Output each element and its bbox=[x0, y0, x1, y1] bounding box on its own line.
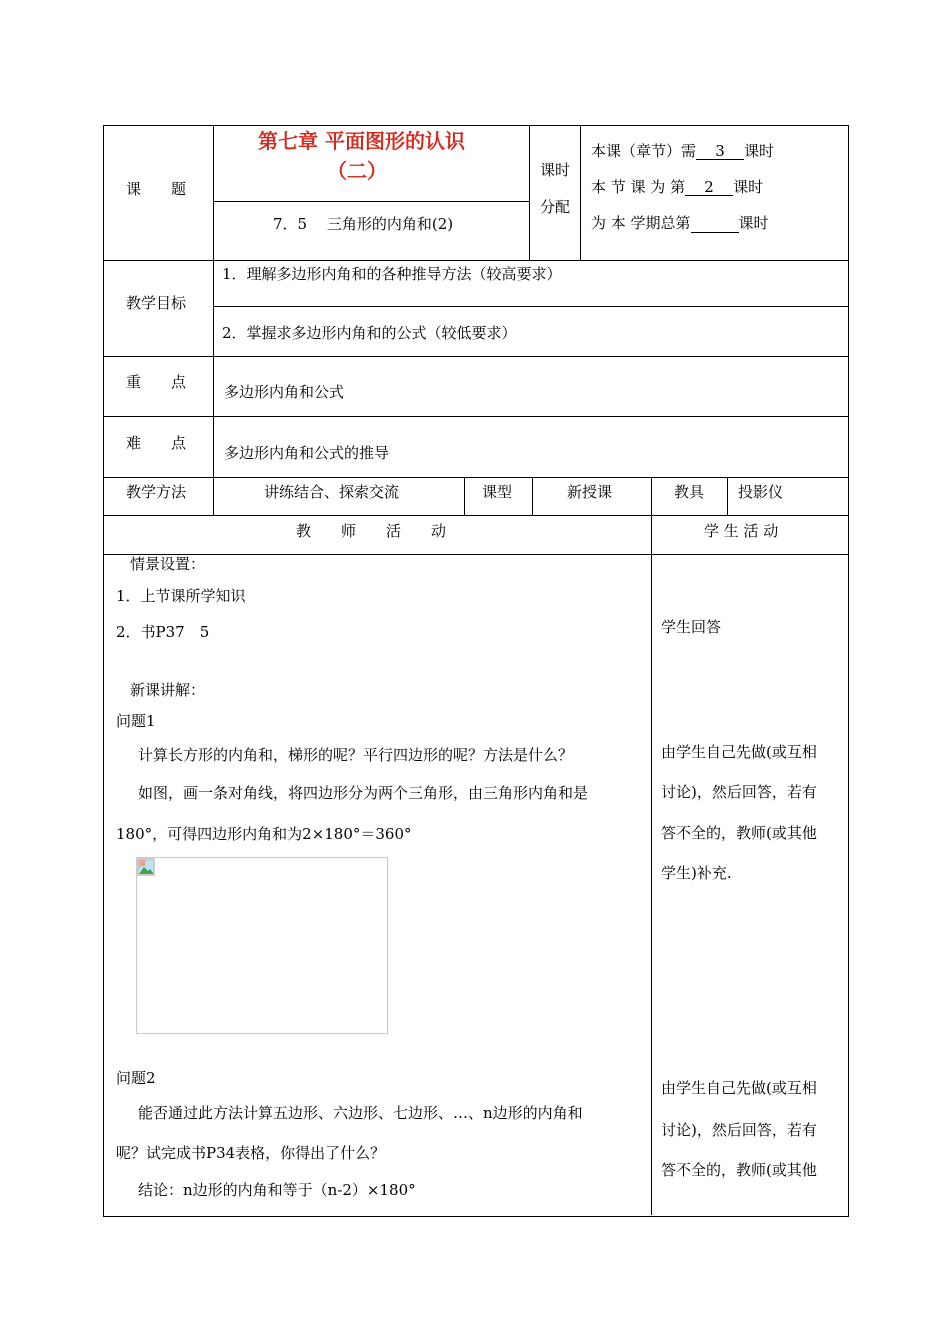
student-activity-line: 讨论)，然后回答，若有 bbox=[661, 783, 817, 801]
figure-placeholder bbox=[136, 857, 388, 1034]
hours-text: 课时 bbox=[733, 178, 764, 196]
hours-text: 为 本 学期总第 bbox=[591, 214, 691, 232]
question-title: 问题1 bbox=[116, 712, 156, 730]
question-text: 计算长方形的内角和，梯形的呢？平行四边形的呢？方法是什么？ bbox=[138, 746, 574, 764]
method-label: 教学方法 bbox=[126, 483, 187, 501]
tool-value: 投影仪 bbox=[738, 483, 784, 501]
divider bbox=[103, 260, 848, 261]
divider bbox=[213, 201, 529, 202]
divider bbox=[103, 554, 848, 555]
difficulty-label: 难 点 bbox=[126, 434, 187, 452]
divider bbox=[580, 125, 581, 260]
hours-label: 课时 bbox=[540, 161, 571, 179]
student-activity-line: 答不全的，教师(或其他 bbox=[661, 1161, 817, 1179]
divider bbox=[213, 306, 848, 307]
type-label: 课型 bbox=[482, 483, 513, 501]
chapter-title-sub: （二） bbox=[327, 159, 387, 183]
objective-item: 2．掌握求多边形内角和的公式（较低要求） bbox=[222, 324, 517, 342]
divider bbox=[529, 125, 530, 260]
question-title: 问题2 bbox=[116, 1069, 156, 1087]
divider bbox=[103, 477, 848, 478]
student-activity-line: 学生)补充. bbox=[661, 864, 732, 882]
question-text: 如图，画一条对角线，将四边形分为两个三角形，由三角形内角和是 bbox=[138, 784, 589, 802]
question-text: 能否通过此方法计算五边形、六边形、七边形、…、n边形的内角和 bbox=[138, 1104, 583, 1122]
divider bbox=[727, 477, 728, 515]
hours-line-3 bbox=[591, 213, 769, 233]
student-activity-line: 由学生自己先做(或互相 bbox=[661, 1079, 817, 1097]
section-title: 7．5 三角形的内角和(2) bbox=[273, 215, 454, 233]
hours-text: 课时 bbox=[744, 142, 775, 160]
hours-line-1 bbox=[591, 141, 774, 161]
divider bbox=[464, 477, 465, 515]
lesson-plan-table bbox=[103, 125, 849, 1217]
key-point-label: 重 点 bbox=[126, 373, 187, 391]
hours-text: 课时 bbox=[738, 214, 769, 232]
divider bbox=[103, 416, 848, 417]
divider bbox=[651, 477, 652, 1215]
method-value: 讲练结合、探索交流 bbox=[264, 483, 400, 501]
student-answer: 学生回答 bbox=[661, 618, 722, 636]
objective-item: 1．理解多边形内角和的各种推导方法（较高要求） bbox=[222, 265, 562, 283]
difficulty-content: 多边形内角和公式的推导 bbox=[224, 444, 390, 462]
hours-value bbox=[691, 216, 739, 233]
hours-value: 2 bbox=[685, 179, 733, 196]
conclusion: 结论：n边形的内角和等于（n-2）×180° bbox=[138, 1181, 416, 1199]
student-activity-line: 讨论)，然后回答，若有 bbox=[661, 1121, 817, 1139]
hours-text: 本课（章节）需 bbox=[591, 142, 697, 160]
student-activity-line: 由学生自己先做(或互相 bbox=[661, 743, 817, 761]
type-value: 新授课 bbox=[567, 483, 613, 501]
hours-line-2 bbox=[591, 177, 763, 197]
question-text: 呢？试完成书P34表格，你得出了什么？ bbox=[116, 1144, 386, 1162]
question-text: 180°，可得四边形内角和为2×180°＝360° bbox=[116, 825, 412, 843]
hours-value: 3 bbox=[696, 143, 744, 160]
student-activity-header: 学 生 活 动 bbox=[704, 522, 779, 540]
divider bbox=[213, 125, 214, 515]
hours-text: 本 节 课 为 第 bbox=[591, 178, 686, 196]
broken-image-icon bbox=[137, 858, 155, 876]
intro-title: 情景设置： bbox=[130, 555, 206, 573]
topic-label: 课 题 bbox=[126, 180, 187, 198]
chapter-title: 第七章 平面图形的认识 bbox=[258, 129, 465, 153]
intro-item: 2．书P37 5 bbox=[116, 623, 210, 641]
hours-label: 分配 bbox=[540, 198, 571, 216]
divider bbox=[103, 356, 848, 357]
teacher-activity-header: 教 师 活 动 bbox=[296, 522, 447, 540]
tool-label: 教具 bbox=[674, 483, 705, 501]
key-point-content: 多边形内角和公式 bbox=[224, 383, 345, 401]
divider bbox=[103, 515, 848, 516]
intro-item: 1．上节课所学知识 bbox=[116, 587, 246, 605]
divider bbox=[532, 477, 533, 515]
new-lesson-title: 新课讲解： bbox=[130, 681, 206, 699]
objectives-label: 教学目标 bbox=[126, 294, 187, 312]
student-activity-line: 答不全的，教师(或其他 bbox=[661, 824, 817, 842]
